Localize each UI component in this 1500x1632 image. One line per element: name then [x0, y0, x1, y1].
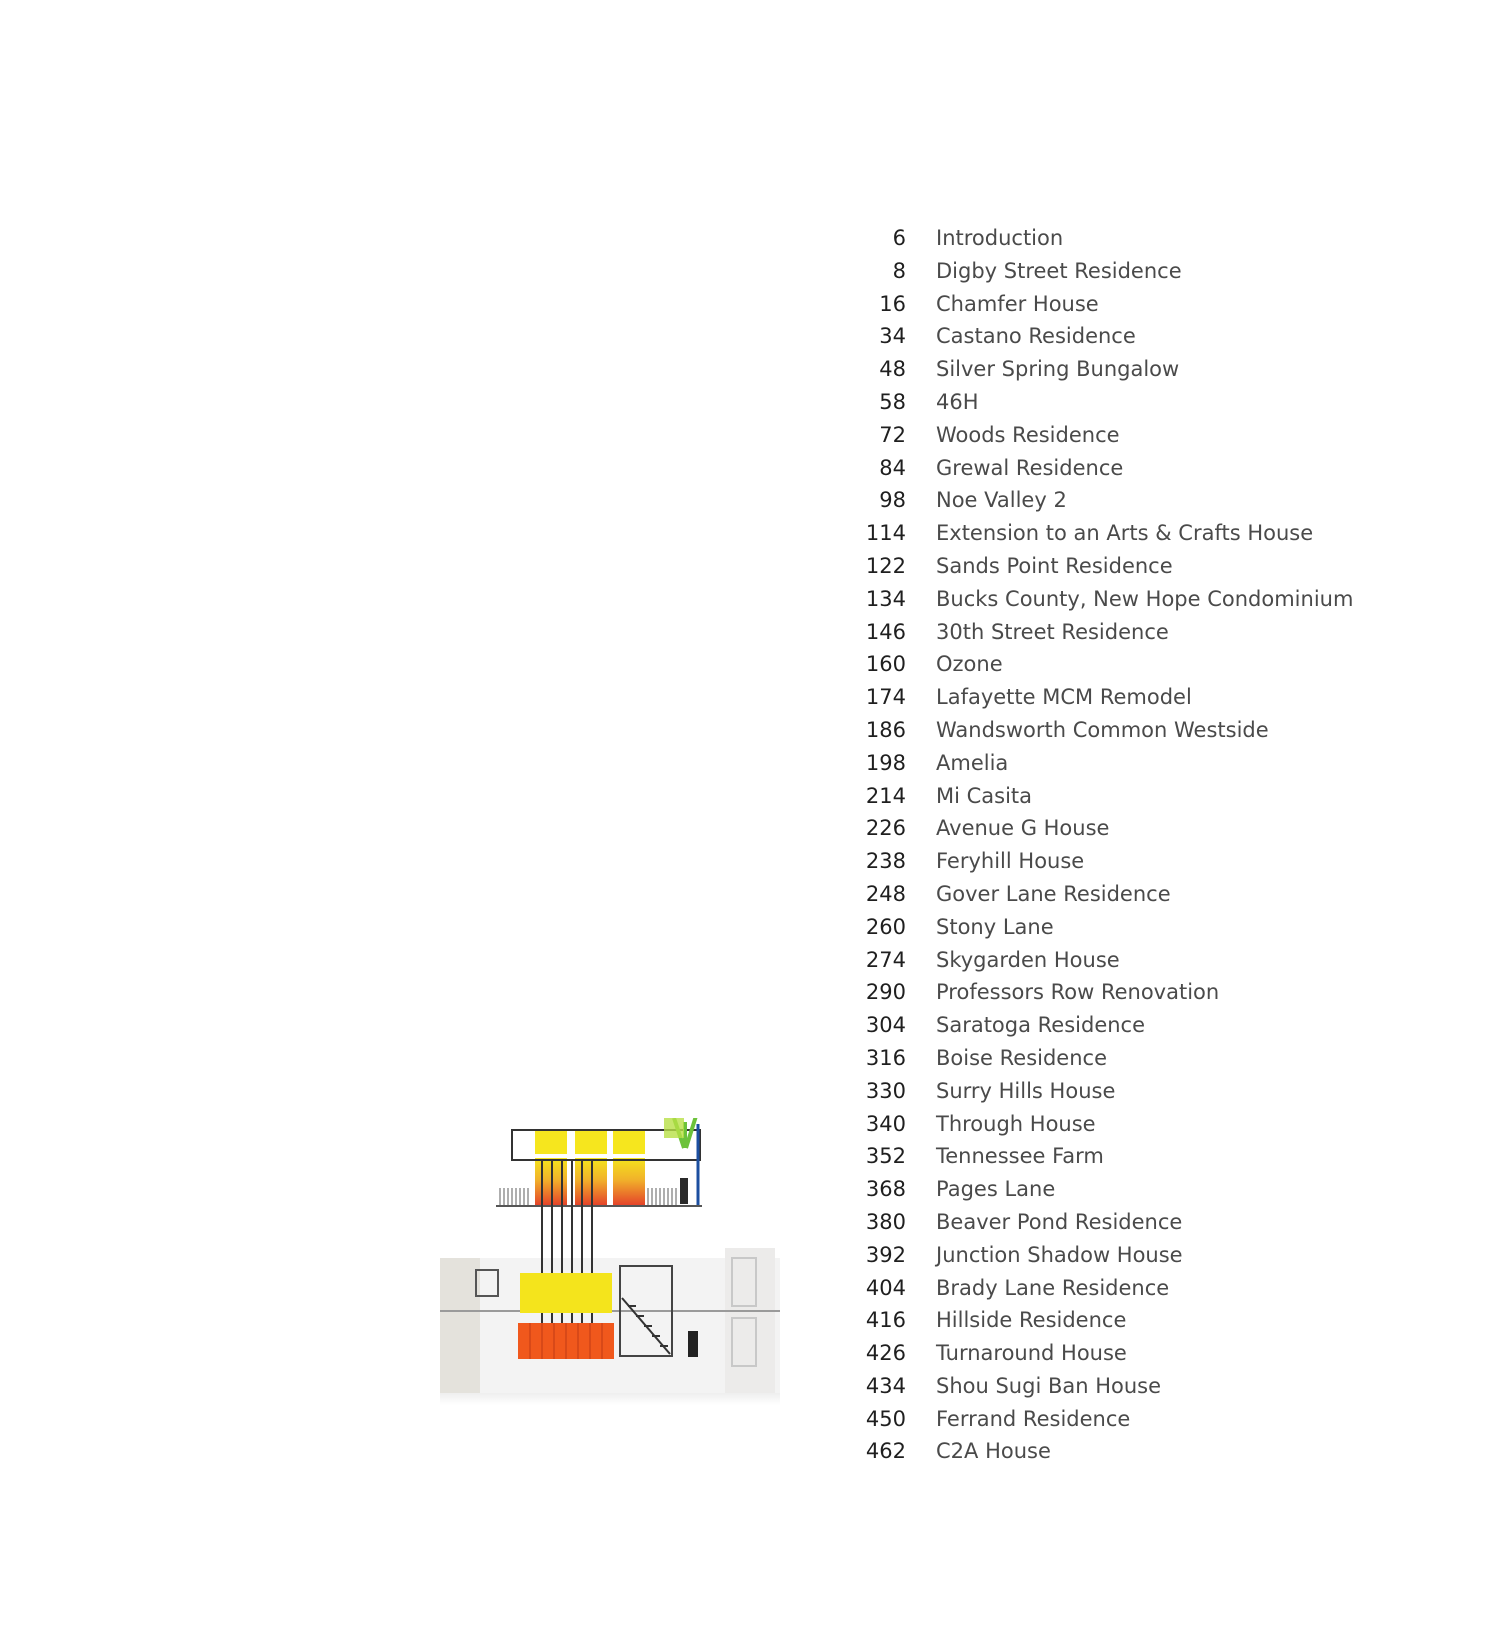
toc-title: Extension to an Arts & Crafts House [936, 521, 1314, 546]
upper-panel-3 [613, 1130, 645, 1154]
toc-entry [830, 1075, 1353, 1108]
toc-title: Through House [936, 1111, 1096, 1136]
toc-page-number: 238 [865, 849, 906, 874]
toc-title: Beaver Pond Residence [936, 1209, 1183, 1234]
toc-entry [830, 976, 1353, 1009]
upper-door [680, 1178, 688, 1204]
toc-title: Castano Residence [936, 324, 1136, 349]
toc-page-number: 174 [865, 685, 906, 710]
toc-title: Ozone [936, 652, 1003, 677]
upper-red-panel-3 [613, 1158, 645, 1206]
toc-page-number: 330 [865, 1078, 906, 1103]
toc-title: Ferrand Residence [936, 1406, 1131, 1431]
toc-entry [830, 222, 1353, 255]
toc-entry [830, 845, 1353, 878]
toc-title: Turnaround House [936, 1341, 1127, 1366]
toc-page-number: 434 [865, 1373, 906, 1398]
toc-title: Sands Point Residence [936, 553, 1173, 578]
toc-title: Saratoga Residence [936, 1013, 1146, 1038]
toc-title: Stony Lane [936, 914, 1054, 939]
toc-page-number: 16 [879, 291, 906, 316]
toc-page-number: 134 [865, 586, 906, 611]
toc-page-number: 352 [865, 1144, 906, 1169]
toc-entry [830, 1140, 1353, 1173]
toc-title: Feryhill House [936, 849, 1085, 874]
toc-title: Woods Residence [936, 422, 1120, 447]
toc-page-number: 462 [865, 1439, 906, 1464]
lower-door [688, 1331, 698, 1357]
toc-entry [830, 1370, 1353, 1403]
toc-entry [830, 1009, 1353, 1042]
upper-panel-2 [575, 1130, 607, 1154]
toc-title: C2A House [936, 1439, 1051, 1464]
toc-page-number: 84 [879, 455, 906, 480]
toc-page-number: 6 [892, 226, 906, 250]
toc-page-number: 368 [865, 1177, 906, 1202]
toc-entry [830, 1108, 1353, 1141]
toc-title: Lafayette MCM Remodel [936, 685, 1192, 710]
toc-page-number: 114 [865, 521, 906, 546]
toc-title: Shou Sugi Ban House [936, 1373, 1162, 1398]
toc-entry [830, 583, 1353, 616]
toc-page-number: 34 [879, 324, 906, 349]
toc-page-number: 260 [865, 914, 906, 939]
toc-title: Digby Street Residence [936, 258, 1182, 283]
toc-title: Introduction [936, 226, 1064, 250]
toc-entry [830, 288, 1353, 321]
toc-page-number: 122 [865, 553, 906, 578]
toc-title: Grewal Residence [936, 455, 1124, 480]
toc-title: Surry Hills House [936, 1078, 1116, 1103]
toc-entry [830, 1042, 1353, 1075]
toc-entry [830, 911, 1353, 944]
table-of-contents [830, 222, 1353, 1468]
toc-entry [830, 878, 1353, 911]
house-section-illustration [440, 1118, 806, 1458]
upper-panel-1 [535, 1130, 567, 1154]
toc-page-number: 226 [865, 816, 906, 841]
toc-page-number: 290 [865, 980, 906, 1005]
toc-title: Brady Lane Residence [936, 1275, 1170, 1300]
toc-entry [830, 353, 1353, 386]
toc-title: Skygarden House [936, 947, 1120, 972]
left-wall [440, 1258, 480, 1393]
toc-entry [830, 747, 1353, 780]
toc-page-number: 58 [879, 389, 906, 414]
toc-entry [830, 1337, 1353, 1370]
toc-title: Gover Lane Residence [936, 881, 1171, 906]
toc-title: Hillside Residence [936, 1308, 1127, 1333]
plant-leaves [664, 1118, 684, 1138]
toc-entry [830, 1239, 1353, 1272]
toc-title: 30th Street Residence [936, 619, 1169, 644]
toc-entry [830, 1304, 1353, 1337]
toc-entry [830, 517, 1353, 550]
toc-page-number: 98 [879, 488, 906, 513]
toc-title: Pages Lane [936, 1177, 1056, 1202]
toc-entry [830, 616, 1353, 649]
toc-title: Wandsworth Common Westside [936, 717, 1269, 742]
toc-page-number: 316 [865, 1045, 906, 1070]
toc-page-number: 72 [879, 422, 906, 447]
toc-entry [830, 550, 1353, 583]
toc-entry [830, 648, 1353, 681]
toc-page-number: 450 [865, 1406, 906, 1431]
toc-entry [830, 1403, 1353, 1436]
toc-entry [830, 812, 1353, 845]
toc-entry [830, 255, 1353, 288]
toc-title: Junction Shadow House [936, 1242, 1183, 1267]
toc-page-number: 8 [892, 258, 906, 283]
toc-title: Professors Row Renovation [936, 980, 1220, 1005]
toc-page-number: 248 [865, 881, 906, 906]
toc-page-number: 198 [865, 750, 906, 775]
toc-entry [830, 1272, 1353, 1305]
toc-entry [830, 1206, 1353, 1239]
lower-yellow-block [520, 1273, 612, 1313]
toc-page-number: 380 [865, 1209, 906, 1234]
toc-entry [830, 714, 1353, 747]
toc-title: Noe Valley 2 [936, 488, 1067, 513]
toc-page-number: 304 [865, 1013, 906, 1038]
toc-entry [830, 944, 1353, 977]
toc-title: Chamfer House [936, 291, 1099, 316]
toc-title: 46H [936, 389, 979, 414]
toc-entry [830, 386, 1353, 419]
toc-title: Mi Casita [936, 783, 1033, 808]
toc-page-number: 146 [865, 619, 906, 644]
toc-entry [830, 681, 1353, 714]
toc-page-number: 274 [865, 947, 906, 972]
toc-page-number: 392 [865, 1242, 906, 1267]
toc-page-number: 160 [865, 652, 906, 677]
floor-slab [440, 1393, 780, 1405]
toc-entry [830, 1435, 1353, 1468]
toc-page-number: 404 [865, 1275, 906, 1300]
toc-title: Avenue G House [936, 816, 1110, 841]
toc-page-number: 416 [865, 1308, 906, 1333]
toc-entry [830, 1173, 1353, 1206]
toc-entry [830, 452, 1353, 485]
toc-page-number: 214 [865, 783, 906, 808]
toc-title: Bucks County, New Hope Condominium [936, 586, 1354, 611]
toc-page-number: 186 [865, 717, 906, 742]
toc-title: Tennessee Farm [936, 1144, 1104, 1169]
toc-title: Boise Residence [936, 1045, 1107, 1070]
toc-page-number: 340 [865, 1111, 906, 1136]
toc-title: Amelia [936, 750, 1009, 775]
toc-entry [830, 419, 1353, 452]
toc-page-number: 48 [879, 357, 906, 382]
toc-entry [830, 484, 1353, 517]
toc-page-number: 426 [865, 1341, 906, 1366]
toc-entry [830, 320, 1353, 353]
toc-title: Silver Spring Bungalow [936, 357, 1180, 382]
toc-entry [830, 780, 1353, 813]
